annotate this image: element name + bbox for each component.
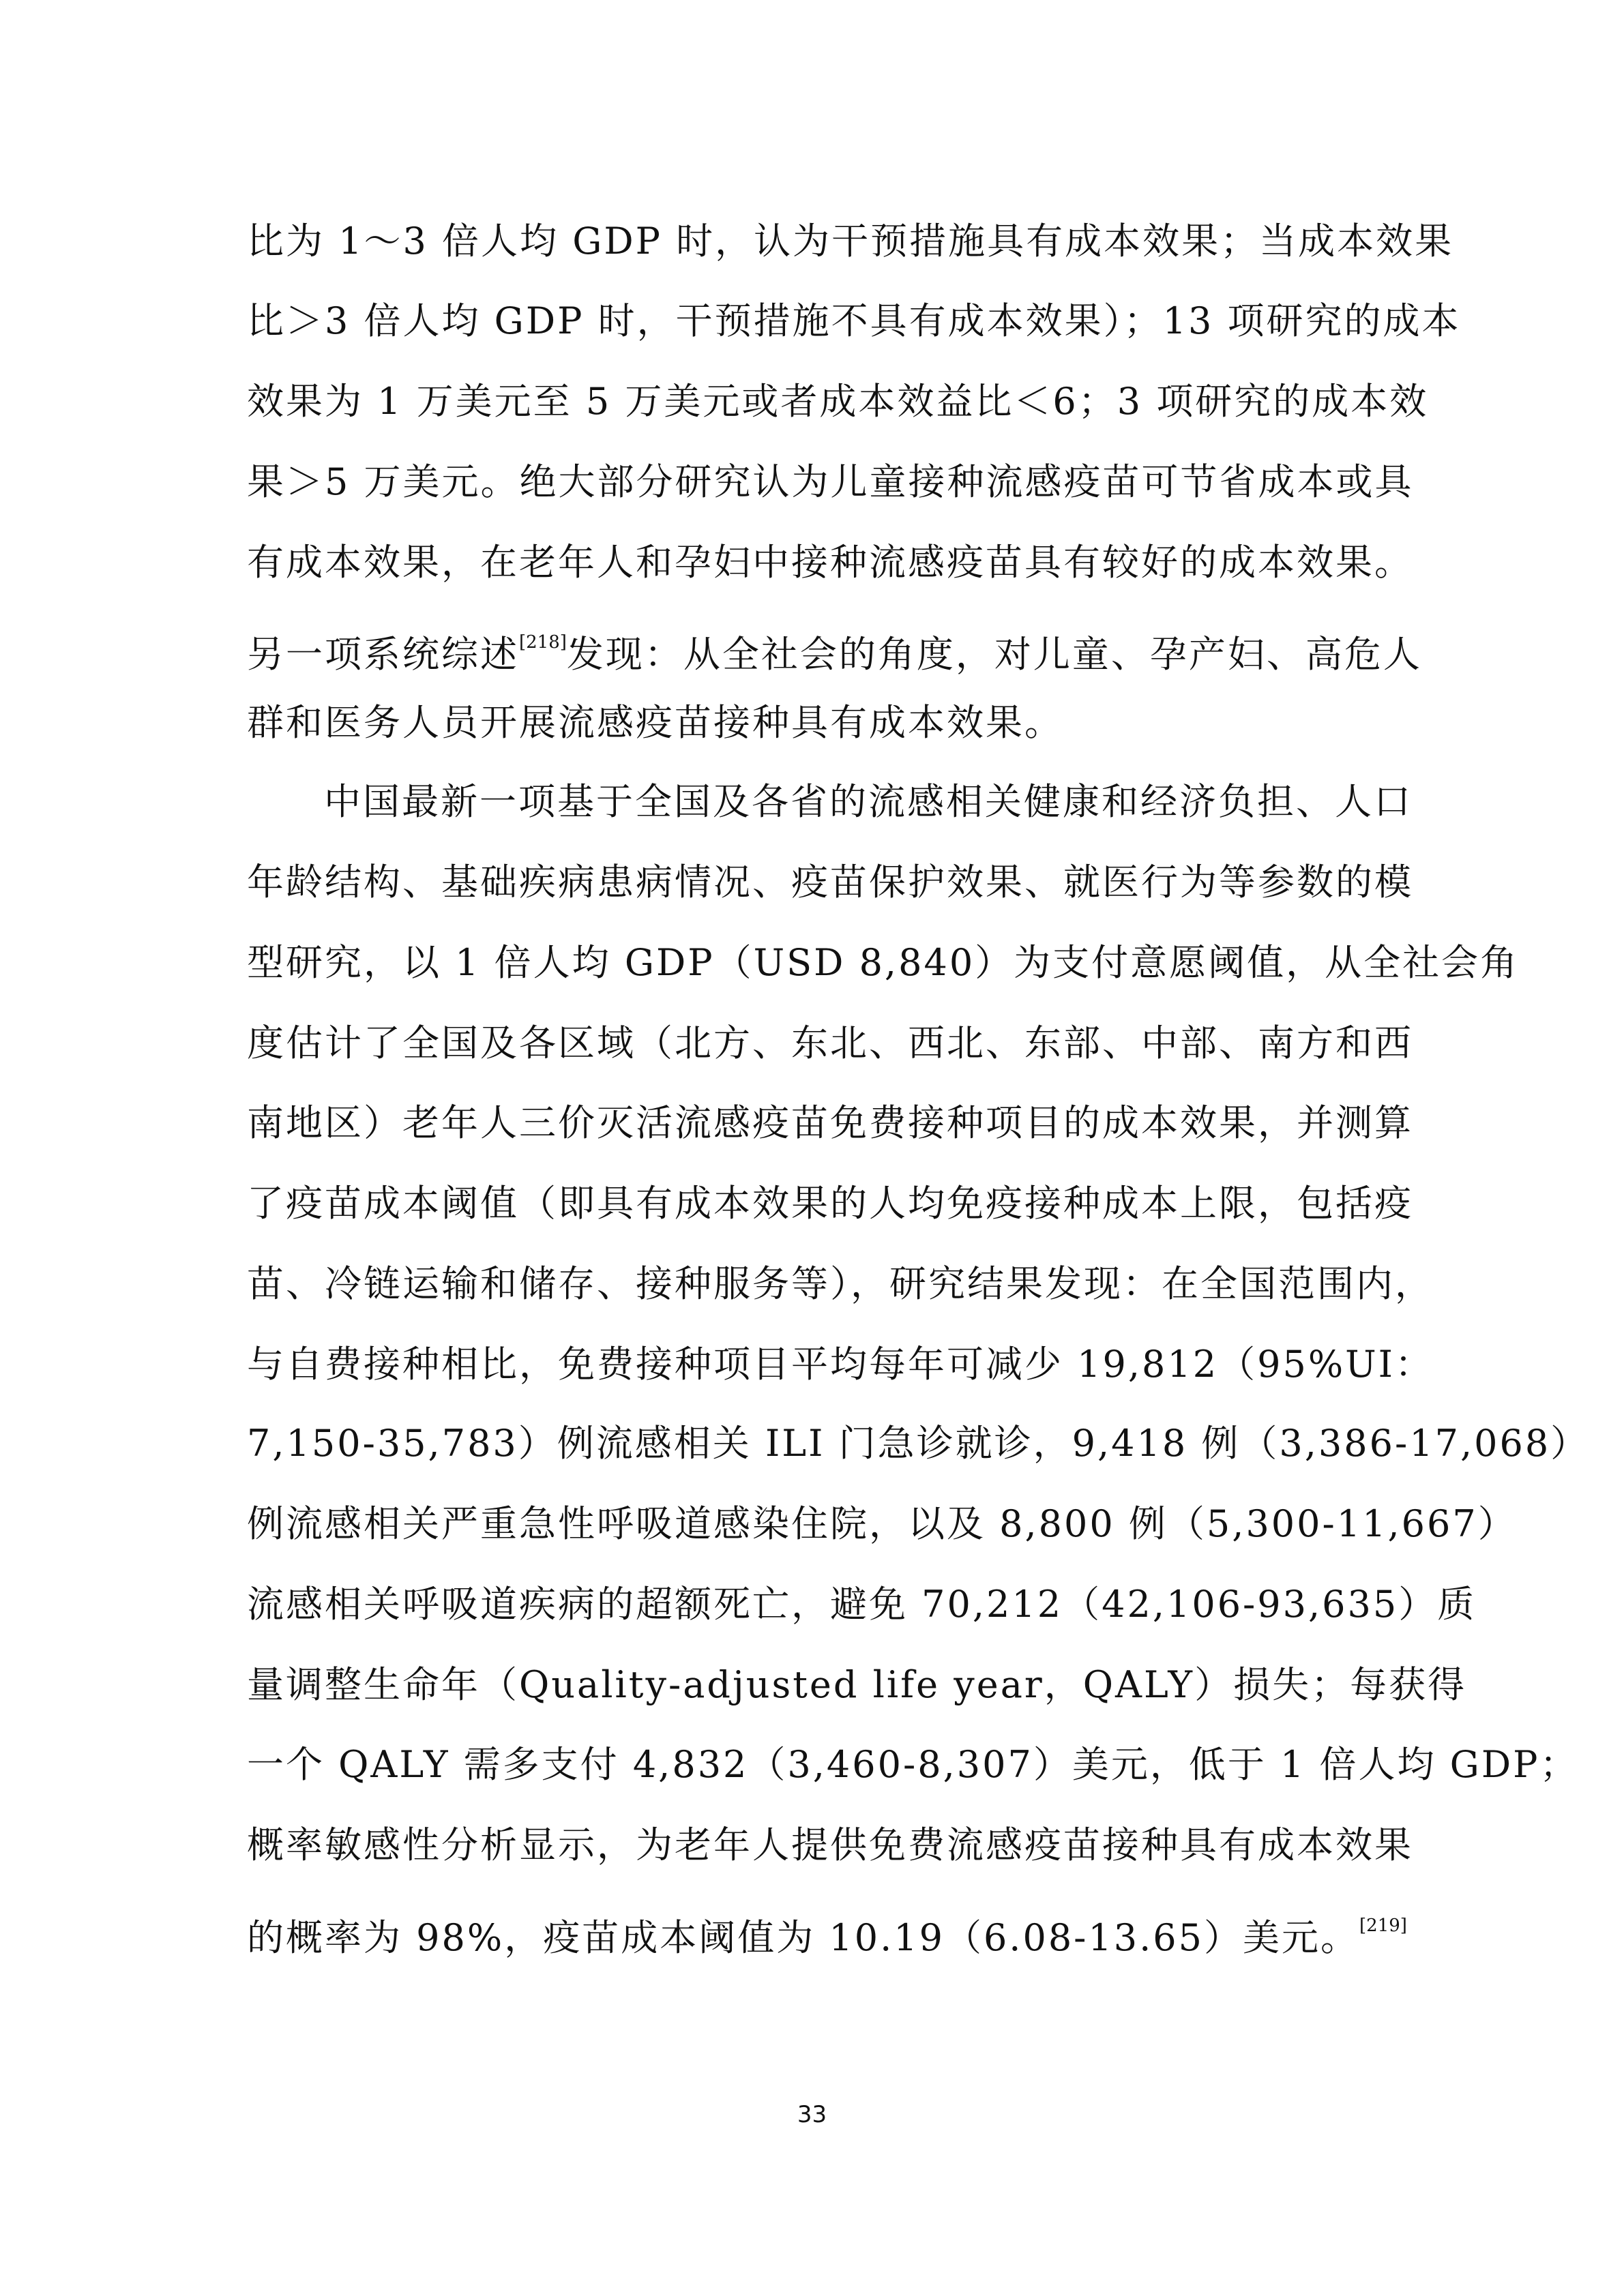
text-line: 年龄结构、基础疾病患病情况、疫苗保护效果、就医行为等参数的模: [247, 861, 1413, 904]
text-segment: 的概率为 98%，疫苗成本阈值为 10.19（6.08-13.65）美元。: [247, 1916, 1360, 1959]
text-line: [247, 1904, 1407, 1960]
text-line: 一个 QALY 需多支付 4,832（3,460-8,307）美元，低于 1 倍人均 GDP；: [247, 1743, 1579, 1786]
page-number: 33: [797, 2101, 827, 2128]
text-line: 量调整生命年（Quality-adjusted life year，QALY）损失；每获得: [247, 1663, 1467, 1706]
text-line: 概率敏感性分析显示，为老年人提供免费流感疫苗接种具有成本效果: [247, 1823, 1413, 1866]
citation-reference: [218]: [519, 632, 567, 653]
text-line: 比＞3 倍人均 GDP 时，干预措施不具有成本效果）；13 项研究的成本: [247, 299, 1461, 342]
text-line: 流感相关呼吸道疾病的超额死亡，避免 70,212（42,106-93,635）质: [247, 1583, 1477, 1626]
text-line: 了疫苗成本阈值（即具有成本效果的人均免疫接种成本上限，包括疫: [247, 1182, 1413, 1225]
text-line: 苗、冷链运输和储存、接种服务等），研究结果发现：在全国范围内，: [247, 1262, 1434, 1305]
text-line: 效果为 1 万美元至 5 万美元或者成本效益比＜6；3 项研究的成本效: [247, 380, 1429, 423]
text-line: 例流感相关严重急性呼吸道感染住院，以及 8,800 例（5,300-11,667）: [247, 1502, 1517, 1545]
text-line: [247, 621, 1422, 676]
text-line: 果＞5 万美元。绝大部分研究认为儿童接种流感疫苗可节省成本或具: [247, 460, 1414, 503]
citation-reference: [219]: [1359, 1915, 1407, 1936]
text-segment: 发现：从全社会的角度，对儿童、孕产妇、高危人: [566, 633, 1422, 676]
text-segment: 另一项系统综述: [247, 633, 519, 676]
text-line: 比为 1～3 倍人均 GDP 时，认为干预措施具有成本效果；当成本效果: [247, 220, 1454, 263]
text-line: 度估计了全国及各区域（北方、东北、西北、东部、中部、南方和西: [247, 1022, 1413, 1064]
text-line: 7,150-35,783）例流感相关 ILI 门急诊就诊，9,418 例（3,386-17,068）: [247, 1422, 1590, 1465]
text-line: 南地区）老年人三价灭活流感疫苗免费接种项目的成本效果，并测算: [247, 1101, 1413, 1144]
paragraph-first-line: 中国最新一项基于全国及各省的流感相关健康和经济负担、人口: [324, 780, 1413, 823]
text-line: 有成本效果，在老年人和孕妇中接种流感疫苗具有较好的成本效果。: [247, 541, 1413, 584]
text-line: 型研究，以 1 倍人均 GDP（USD 8,840）为支付意愿阈值，从全社会角: [247, 941, 1520, 984]
text-line: 群和医务人员开展流感疫苗接种具有成本效果。: [247, 701, 1063, 744]
text-line: 与自费接种相比，免费接种项目平均每年可减少 19,812（95%UI：: [247, 1343, 1434, 1386]
